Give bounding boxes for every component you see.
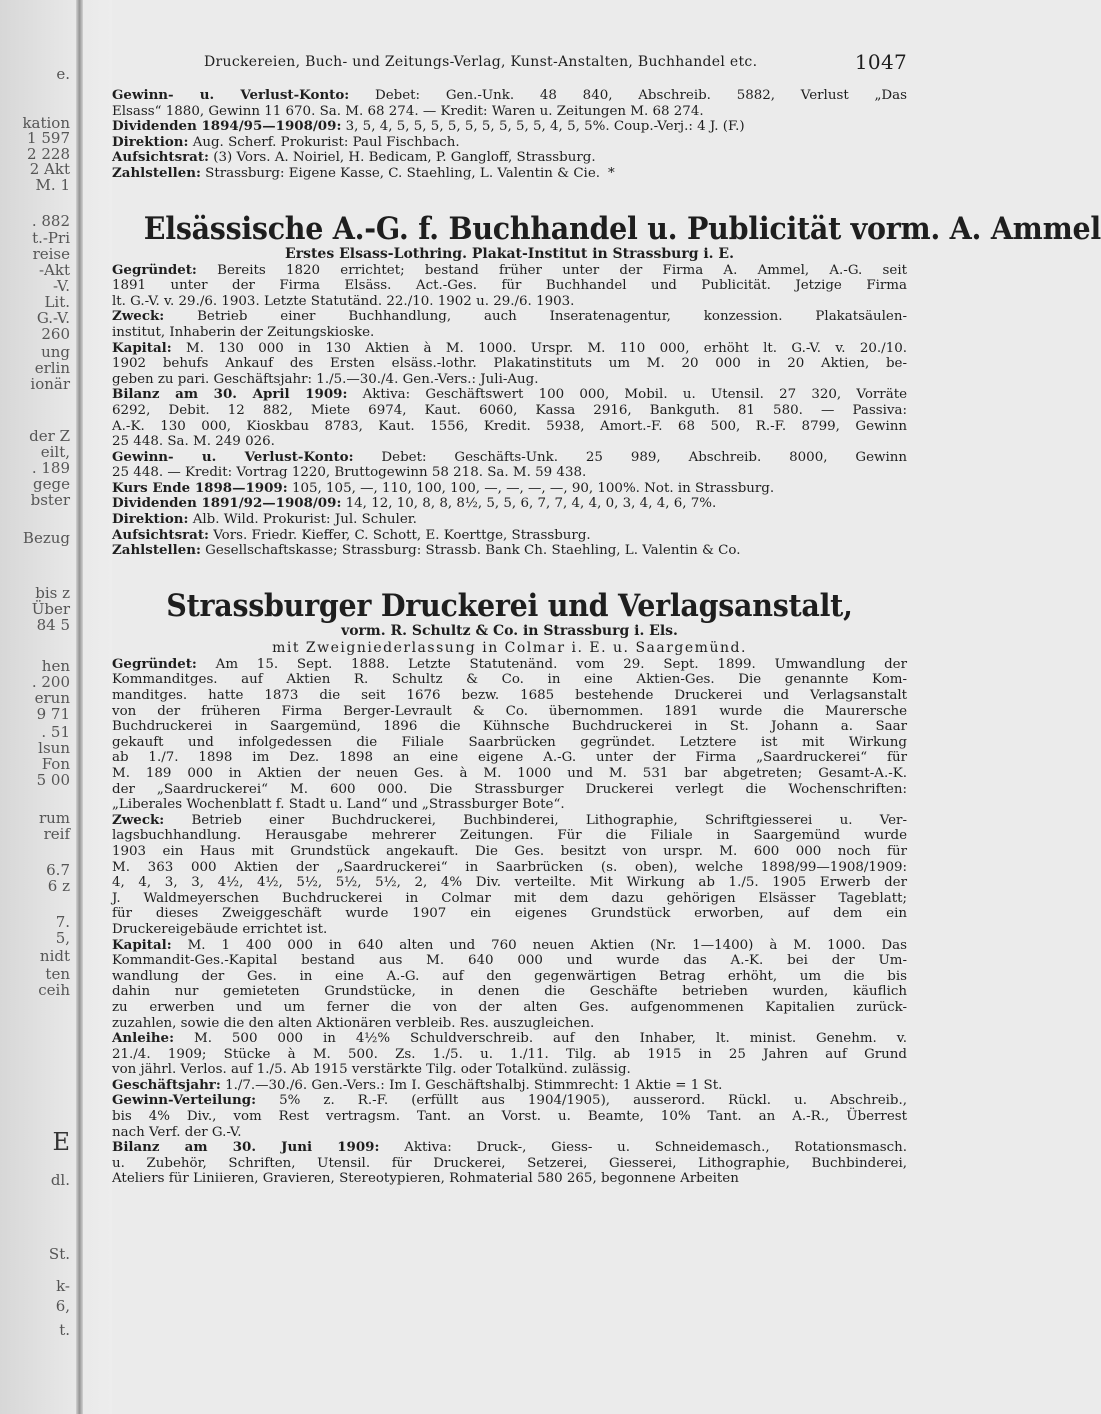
text-line [112, 294, 907, 310]
field-label: Gegründet: [112, 655, 197, 672]
adjacent-page-gutter [0, 0, 112, 1414]
text-line [112, 922, 907, 938]
text-line [112, 1109, 907, 1125]
field-label: Kapital: [112, 936, 172, 953]
field-text: dahin nur gemieteten Grundstücke, in denen die Geschäfte betrieben wurden, käuflich [112, 984, 907, 1000]
gutter-fragment: e. [56, 65, 70, 83]
running-title: Druckereien, Buch- und Zeitungs-Verlag, Kunst-Anstalten, Buchhandel etc. [204, 54, 758, 70]
gutter-fragment: t. [59, 1321, 70, 1339]
gutter-fragment: . 51 [41, 723, 70, 741]
gutter-fragment: Fon [41, 755, 70, 773]
text-line [112, 953, 907, 969]
text-line [112, 860, 907, 876]
field-text: Druckereigebäude errichtet ist. [112, 921, 328, 937]
text-line [112, 278, 907, 294]
gutter-fragment: 84 5 [36, 616, 70, 634]
gutter-fragment: gege [33, 475, 70, 493]
gutter-fragment: erlin [34, 359, 70, 377]
gutter-fragment: der Z [29, 427, 70, 445]
field-label: Kapital: [112, 339, 172, 356]
text-line [112, 984, 907, 1000]
text-line [112, 450, 907, 466]
text-line [112, 1156, 907, 1172]
text-line [112, 135, 907, 151]
field-text: Debet: Geschäfts-Unk. 25 989, Abschreib. 8000, Gewinn [353, 449, 908, 465]
text-line [112, 309, 907, 325]
field-text: M. 130 000 in 130 Aktien à M. 1000. Urspr. M. 110 000, erhöht lt. G.-V. v. 20./10. [171, 340, 907, 356]
field-text: Kommandit-Ges.-Kapital bestand aus M. 640 000 und wurde das A.-K. bei der Um- [112, 953, 907, 969]
gutter-fragment: reise [32, 245, 70, 263]
company-heading-strassburger-druckerei [112, 589, 907, 657]
field-text: Aktiva: Druck-, Giess- u. Schneidemasch., Rotationsmasch. [379, 1140, 908, 1156]
gutter-fragment: . 882 [31, 212, 70, 230]
gutter-fragment: k- [56, 1277, 70, 1295]
gutter-fragment: ten [45, 965, 70, 983]
field-text: der „Saardruckerei“ M. 600 000. Die Strassburger Druckerei verlegt die Wochenschriften: [112, 781, 907, 797]
field-text: Debet: Gen.-Unk. 48 840, Abschreib. 5882, Verlust „Das [349, 88, 908, 103]
gutter-fragment: 7. [55, 913, 70, 931]
gutter-fragment: bis z [35, 584, 70, 602]
field-text: M. 189 000 in Aktien der neuen Ges. à M. 1000 und M. 531 bar abgetreten; Gesamt-A.-K. [112, 766, 907, 781]
company-title: Strassburger Druckerei und Verlagsanstalt, [166, 587, 853, 624]
text-line [112, 969, 907, 985]
gutter-fragment: St. [48, 1245, 70, 1263]
field-text: 25 448. — Kredit: Vortrag 1220, Bruttogewinn 58 218. Sa. M. 59 438. [112, 465, 587, 481]
gutter-fragment: bster [30, 491, 70, 509]
field-text: institut, Inhaberin der Zeitungskioske. [112, 324, 375, 340]
field-text: M. 1 400 000 in 640 alten und 760 neuen Aktien (Nr. 1—1400) à M. 1000. Das [171, 937, 907, 953]
text-line [112, 356, 907, 372]
text-line [112, 481, 907, 497]
company-heading-ammel [112, 210, 1101, 263]
field-text: 3, 5, 4, 5, 5, 5, 5, 5, 5, 5, 5, 5, 4, 5, 5%. Coup.-Verj.: 4 J. (F.) [341, 119, 745, 135]
field-label: Direktion: [112, 511, 189, 528]
text-line [112, 372, 907, 388]
field-text: Strassburg: Eigene Kasse, C. Staehling, L. Valentin & Cie. [200, 165, 601, 181]
text-line [112, 104, 907, 120]
text-line [112, 1000, 907, 1016]
field-text: zu erwerben und um ferner die von der alten Ges. aufgenommenen Kapitalien zurück- [112, 999, 907, 1015]
gutter-fragment: -V. [53, 277, 70, 295]
field-text: M. 363 000 Aktien der „Saardruckerei“ in Saarbrücken (s. oben), welche 1898/99—1908/1909: [112, 859, 907, 875]
company-subtitle: Erstes Elsass-Lothring. Plakat-Institut in Strassburg i. E. [285, 245, 734, 262]
text-line [112, 875, 907, 891]
page-header [112, 40, 907, 88]
field-label: Gegründet: [112, 261, 197, 278]
gutter-fragment: 6, [55, 1297, 70, 1315]
gutter-fragment: 6.7 [46, 861, 70, 879]
field-label: Dividenden 1894/95—1908/09: [112, 118, 342, 135]
gutter-fragment: 6 z [47, 877, 70, 895]
field-label: Aufsichtsrat: [112, 526, 209, 543]
gutter-fragment: kation [22, 114, 70, 132]
field-label: Bilanz am 30. Juni 1909: [112, 1139, 380, 1156]
text-line [112, 782, 907, 798]
field-text: wandlung der Ges. in eine A.-G. auf den gegenwärtigen Betrag erhöht, um die bis [112, 968, 907, 984]
field-label: Zahlstellen: [112, 542, 201, 559]
gutter-fragment: eilt, [40, 443, 70, 461]
field-text: lt. G.-V. v. 29./6. 1903. Letzte Statutänd. 22./10. 1902 u. 29./6. 1903. [112, 293, 575, 309]
text-line [112, 341, 907, 357]
company-subtitle: vorm. R. Schultz & Co. in Strassburg i. Els. [341, 622, 678, 639]
gutter-fragment: nidt [39, 947, 70, 965]
field-text: Betrieb einer Buchdruckerei, Buchbinderei, Lithographie, Schriftgiesserei u. Ver- [164, 812, 907, 828]
gutter-fragment: . 200 [31, 673, 70, 691]
section-ammel [112, 263, 907, 559]
text-line [112, 1016, 907, 1032]
gutter-fragment: reif [43, 825, 70, 843]
text-line [112, 704, 907, 720]
text-line [112, 797, 907, 813]
field-label: Kurs Ende 1898—1909: [112, 479, 288, 496]
page-content [112, 40, 1101, 1187]
text-line [112, 543, 907, 559]
field-text: 1903 ein Haus mit Grundstück angekauft. Die Ges. besitzt von urspr. M. 600 000 noch für [112, 843, 907, 859]
field-text: Vors. Friedr. Kieffer, C. Schott, E. Koerttge, Strassburg. [208, 527, 591, 543]
text-line [112, 512, 907, 528]
gutter-fragment: Über [31, 600, 70, 618]
field-text: von der früheren Firma Berger-Levrault & Co. übernommen. 1891 wurde die Maurersche [112, 703, 907, 719]
field-label: Aufsichtsrat: [112, 149, 209, 166]
field-label: Zahlstellen: [112, 164, 201, 181]
page-number: 1047 [854, 50, 907, 74]
field-text: Am 15. Sept. 1888. Letzte Statutenänd. vom 29. Sept. 1899. Umwandlung der [196, 656, 907, 672]
field-text: Betrieb einer Buchhandlung, auch Inseratenagentur, konzession. Plakatsäulen- [164, 309, 907, 325]
text-line [112, 528, 907, 544]
field-label: Anleihe: [112, 1030, 175, 1047]
company-subtitle-branches: mit Zweigniederlassung in Colmar i. E. u. Saargemünd. [272, 639, 747, 656]
field-text: von jährl. Verlos. auf 1./5. Ab 1915 verstärkte Tilg. oder Totalkünd. zulässig. [112, 1062, 631, 1078]
field-text: bis 4% Div., vom Rest vertragsm. Tant. an Vorst. u. Beamte, 10% Tant. an A.-R., Überrest [112, 1109, 907, 1125]
text-line [112, 1062, 907, 1078]
field-text: lagsbuchhandlung. Herausgabe mehrerer Zeitungen. Für die Filiale in Saargemünd wurde [112, 828, 907, 844]
field-text: geben zu pari. Geschäftsjahr: 1./5.—30./4. Gen.-Vers.: Juli-Aug. [112, 371, 539, 387]
field-text: nach Verf. der G.-V. [112, 1124, 242, 1140]
field-text: Kommanditges. auf Aktien R. Schultz & Co. in eine Aktien-Ges. Die genannte Kom- [112, 672, 907, 688]
field-text: gekauft und infolgedessen die Filiale Saarbrücken gegründet. Letztere ist mit Wirkung [112, 734, 907, 750]
gutter-fragment: 9 71 [36, 705, 70, 723]
field-text: für dieses Zweiggeschäft wurde 1907 ein eigenes Grundstück erworben, auf dem ein [112, 906, 907, 922]
gutter-fragment: ceih [38, 981, 70, 999]
field-text: 6292, Debit. 12 882, Miete 6974, Kaut. 6060, Kassa 2916, Bankguth. 81 580. — Passiva: [112, 402, 907, 418]
binding-rule [76, 0, 83, 1414]
field-text: 21./4. 1909; Stücke à M. 500. Zs. 1./5. u. 1./11. Tilg. ab 1915 in 25 Jahren auf Grund [112, 1046, 907, 1062]
text-line [112, 672, 907, 688]
text-line [112, 387, 907, 403]
field-text: 105, 105, —, 110, 100, 100, —, —, —, —, 90, 100%. Not. in Strassburg. [287, 480, 775, 496]
text-line [112, 735, 907, 751]
gutter-fragment: 260 [41, 325, 70, 343]
text-line [112, 1078, 907, 1094]
text-line [112, 166, 907, 182]
text-line [112, 1140, 907, 1156]
gutter-fragment: 1 597 [27, 129, 70, 147]
field-text: M. 500 000 in 4½% Schuldverschreib. auf den Inhaber, lt. minist. Genehm. v. [174, 1031, 907, 1047]
asterisk-mark: * [608, 165, 615, 181]
field-text: Elsass“ 1880, Gewinn 11 670. Sa. M. 68 274. — Kredit: Waren u. Zeitungen M. 68 274. [112, 103, 704, 119]
text-line [112, 1093, 907, 1109]
field-text: 1891 unter der Firma Elsäss. Act.-Ges. für Buchhandel und Publicität. Jetzige Firma [112, 278, 907, 294]
field-text: J. Waldmeyerschen Buchdruckerei in Colmar mit dem dazu gehörigen Elsässer Tageblatt; [112, 890, 907, 906]
field-text: ab 1./7. 1898 im Dez. 1898 an eine eigene A.-G. unter der Firma „Saardruckerei“ für [112, 750, 907, 766]
field-text: 1./7.—30./6. Gen.-Vers.: Im I. Geschäftshalbj. Stimmrecht: 1 Aktie = 1 St. [220, 1077, 723, 1093]
text-line [112, 263, 907, 279]
text-line [112, 150, 907, 166]
text-line [112, 325, 907, 341]
text-line [112, 719, 907, 735]
field-label: Gewinn- u. Verlust-Konto: [112, 448, 354, 465]
field-text: u. Zubehör, Schriften, Utensil. für Druckerei, Setzerei, Giesserei, Lithographie, Buchbinderei, [112, 1155, 907, 1171]
field-label: Gewinn-Verteilung: [112, 1092, 257, 1109]
field-text: Gesellschaftskasse; Strassburg: Strassb. Bank Ch. Staehling, L. Valentin & Co. [200, 543, 741, 559]
text-line [112, 88, 907, 104]
gutter-fragment: Bezug [22, 529, 70, 547]
gutter-fragment: . 189 [31, 459, 70, 477]
field-label: Geschäftsjahr: [112, 1076, 221, 1093]
gutter-fragment: dl. [50, 1171, 70, 1189]
text-line [112, 1031, 907, 1047]
gutter-fragment: 2 228 [27, 145, 70, 163]
gutter-fragment: E [52, 1128, 70, 1156]
text-line [112, 119, 907, 135]
gutter-fragment: M. 1 [35, 176, 70, 194]
field-text: Aktiva: Geschäftswert 100 000, Mobil. u. Utensil. 27 320, Vorräte [347, 387, 907, 403]
text-line [112, 657, 907, 673]
field-text: Ateliers für Liniieren, Gravieren, Stereotypieren, Rohmaterial 580 265, begonnene Arbeiten [112, 1171, 739, 1187]
field-label: Zweck: [112, 811, 165, 828]
field-text: „Liberales Wochenblatt f. Stadt u. Land“ und „Strassburger Bote“. [112, 797, 565, 813]
field-text: Buchdruckerei in Saargemünd, 1896 die Kühnsche Buchdruckerei in St. Johann a. Saar [112, 719, 907, 735]
field-label: Gewinn- u. Verlust-Konto: [112, 87, 350, 103]
gutter-fragment: hen [41, 657, 70, 675]
gutter-fragment: -Akt [38, 261, 70, 279]
field-label: Zweck: [112, 308, 165, 325]
field-text: zuzahlen, sowie die den alten Aktionären verbleib. Res. auszugleichen. [112, 1015, 595, 1031]
text-line [112, 688, 907, 704]
text-line [112, 813, 907, 829]
section-strassburger-druckerei [112, 657, 907, 1187]
text-line [112, 891, 907, 907]
gutter-fragment: rum [38, 809, 70, 827]
text-line [112, 766, 907, 782]
company-title: Elsässische A.-G. f. Buchhandel u. Publicität vorm. A. Ammel [143, 210, 1101, 247]
gutter-fragment: lsun [38, 739, 70, 757]
text-line [112, 938, 907, 954]
field-label: Direktion: [112, 133, 189, 150]
text-line [112, 434, 907, 450]
text-line [112, 1047, 907, 1063]
gutter-fragment: 5, [55, 929, 70, 947]
field-text: Alb. Wild. Prokurist: Jul. Schuler. [188, 512, 417, 528]
text-line [112, 844, 907, 860]
text-line [112, 906, 907, 922]
text-line [112, 1171, 907, 1187]
text-line [112, 496, 907, 512]
text-line [112, 403, 907, 419]
field-text: 1902 behufs Ankauf des Ersten elsäss.-lothr. Plakatinstituts um M. 20 000 in 20 Aktien, be- [112, 356, 907, 372]
field-text: A.-K. 130 000, Kioskbau 8783, Kaut. 1556, Kredit. 5938, Amort.-F. 68 500, R.-F. 8799, Gewinn [112, 418, 907, 434]
field-label: Dividenden 1891/92—1908/09: [112, 495, 342, 512]
field-text: Bereits 1820 errichtet; bestand früher unter der Firma A. Ammel, A.-G. seit [196, 262, 907, 278]
field-text: 4, 4, 3, 3, 4½, 4½, 5½, 5½, 5½, 2, 4% Div. verteilte. Mit Wirkung ab 1./5. 1905 Erwerb der [112, 875, 907, 891]
gutter-fragment: erun [34, 689, 70, 707]
gutter-fragment: 2 Akt [29, 160, 70, 178]
gutter-fragment: G.-V. [36, 309, 70, 327]
gutter-fragment: Lit. [44, 293, 70, 311]
section-previous-company-end [112, 88, 907, 182]
text-line [112, 1125, 907, 1141]
field-label: Bilanz am 30. April 1909: [112, 386, 348, 403]
field-text: Aug. Scherf. Prokurist: Paul Fischbach. [188, 134, 460, 150]
field-text: manditges. hatte 1873 die seit 1676 bezw. 1685 bestehende Druckerei und Verlagsanstalt [112, 688, 907, 704]
text-line [112, 465, 907, 481]
field-text: 25 448. Sa. M. 249 026. [112, 434, 275, 450]
field-text: 14, 12, 10, 8, 8, 8½, 5, 5, 6, 7, 7, 4, 4, 0, 3, 4, 4, 6, 7%. [341, 496, 717, 512]
gutter-fragment: t.-Pri [32, 229, 70, 247]
field-text: (3) Vors. A. Noiriel, H. Bedicam, P. Gangloff, Strassburg. [208, 150, 596, 166]
text-line [112, 828, 907, 844]
text-line [112, 419, 907, 435]
gutter-fragment: ung [41, 343, 70, 361]
gutter-fragment: ionär [30, 375, 70, 393]
field-text: 5% z. R.-F. (erfüllt aus 1904/1905), ausserord. Rückl. u. Abschreib., [256, 1093, 907, 1109]
gutter-fragment: 5 00 [36, 771, 70, 789]
text-line [112, 750, 907, 766]
